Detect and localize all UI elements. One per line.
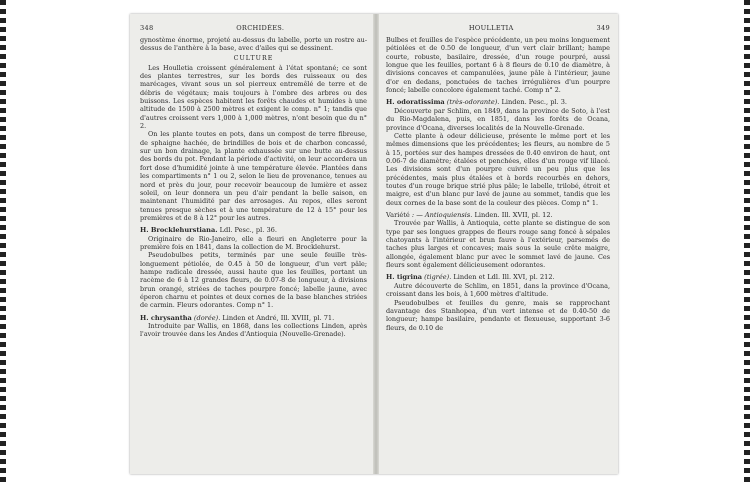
species-epithet: (très-odorante). — [444, 98, 500, 107]
variety-paragraph: Trouvée par Wallis, à Antioquia, cette plante se distingue de son type par ses longues grappes de fleurs rouge sang foncé à sépales chatoyants à l'intérieur et brun fauve à l'extérieur, parsemés de taches plus larges et concaves; mais sous la seule crête maigre, allongée, également blanc pur avec le sommet lavé de jaune. Ces fleurs sont également délicieusement odorantes. — [386, 219, 610, 270]
species-epithet: (tigrée). — [422, 273, 452, 282]
left-intro-text: gynostème énorme, projeté au-dessus du labelle, porte un rostre au-dessus de l'anthère à la base, avec d'ailes qui se dessinent. — [140, 36, 367, 53]
species-paragraph: Découverte par Schlim, en 1849, dans la province de Soto, à l'est du Rio-Magdalena, puis, en 1851, dans les forêts de Ocana, province d'Ocana, diverses localités de la Nouvelle-Grenade. — [386, 106, 610, 132]
species-paragraph: Autre découverte de Schlim, en 1851, dans la province d'Ocana, croissant dans les bois, à 1,600 mètres d'altitude. — [386, 281, 610, 299]
left-page — [130, 14, 375, 474]
species-entry-brocklehurstiana — [140, 226, 367, 310]
open-book — [130, 14, 618, 474]
species-authority: Linden et Ldl. Ill. XVI, pl. 212. — [451, 273, 555, 282]
left-running-head — [140, 24, 367, 32]
species-paragraph: Introduite par Wallis, en 1868, dans les collections Linden, après l'avoir trouvée dans les Andes d'Antioquia (Nouvelle-Grenade). — [140, 322, 367, 339]
left-running-title: ORCHIDÉES. — [236, 24, 285, 32]
species-paragraph: Originaire de Rio-Janeiro, elle a fleuri en Angleterre pour la première fois en 1841, dans la collection de M. Brocklehurst. — [140, 234, 367, 251]
variety-label: Variété — [386, 210, 410, 219]
right-running-head — [386, 24, 610, 32]
right-continuation-text: Bulbes et feuilles de l'espèce précédente, un peu moins longuement pétiolées et de 0.50 de longueur, d'un vert clair brillant; hampe courte, robuste, basilaire, dressée, d'un rouge pourpré, aussi longue que les feuilles, portant 6 à 8 fleurs de 0.10 de diamètre, à divisions concaves et campanulées, jaune pâle à l'intérieur, jaune d'or en dedans, ponctuées de taches irrégulières d'un pourpre foncé; labelle concolore également taché. Comp n° 2. — [386, 36, 610, 95]
species-name: H. Brocklehurstiana. — [140, 226, 218, 235]
variety-entry-antioquiensis — [386, 211, 610, 269]
variety-name: : — Antioquiensis. — [409, 210, 473, 219]
species-name: H. chrysantha — [140, 313, 192, 322]
right-page — [377, 14, 618, 474]
culture-paragraph: Les Houlletia croissent généralement à l'état spontané; ce sont des plantes terrestres, sur les bords des ruisseaux ou des marécages, vivant sous un sol pierreux entremêlé de terre et de débris de végétaux; mais toujours à l'ombre des arbres ou des buissons. Les espèces habitent les forêts chaudes et humides à une altitude de 1500 à 2500 mètres et exigent le comp. n° 1; tandis que d'autres croissent vers 1,000 à 1,000 mètres, n'ont besoin que du n° 2. — [140, 63, 367, 131]
species-entry-odoratissima — [386, 98, 610, 207]
species-authority: Linden. Pesc., pl. 3. — [499, 98, 568, 107]
scan-edge-right — [744, 0, 750, 482]
species-paragraph: Pseudobulbes et feuilles du genre, mais se rapprochant davantage des Stanhopea, d'un vert intense et de 0.40-50 de longueur; hampe basilaire, pendante et flexueuse, supportant 3-6 fleurs, de 0.10 de — [386, 298, 610, 332]
species-entry-chrysantha — [140, 314, 367, 339]
culture-heading: CULTURE — [233, 54, 274, 62]
species-heading — [386, 98, 610, 106]
right-running-title: HOULLETIA — [468, 24, 514, 32]
species-heading — [140, 314, 367, 322]
species-heading — [386, 273, 610, 281]
species-paragraph: Cette plante à odeur délicieuse, présente le même port et les mêmes dimensions que les précédentes; les fleurs, au nombre de 5 à 15, portées sur des hampes dressées de 0.40 environ de haut, ont 0.06-7 de diamètre; étalées et penchées, elles d'un rouge vif lilacé. Les divisions sont d'un pourpre cuivré un peu plus que les précédentes, mais plus étalées et à bords recourbés en dehors, toutes d'un rouge brique strié plus pâle; le labelle, trilobé, étroit et maigre, est d'un blanc pur lavé de jaune au sommet, tandis que les deux cornes de la base sont de la couleur des pièces. Comp n° 1. — [386, 131, 610, 207]
species-paragraph: Pseudobulbes petits, terminés par une seule feuille très-longuement pétiolée, de 0.45 à 50 de longueur, d'un vert pâle; hampe radicale dressée, aussi haute que les feuilles, portant un racème de 6 à 12 grandes fleurs, de 0.07-8 de longueur, à divisions brun orangé, striées de taches pourpre foncé; labelle jaune, avec éperon charnu et pointes et deux cornes de la base blanches striées de carmin. Fleurs odorantes. Comp n° 1. — [140, 251, 367, 310]
species-name: H. tigrina — [386, 273, 423, 282]
variety-authority: Linden. Ill. XVII, pl. 12. — [472, 210, 553, 219]
right-page-number: 349 — [596, 24, 610, 32]
left-page-number: 348 — [140, 24, 154, 32]
culture-paragraph: On les plante toutes en pots, dans un compost de terre fibreuse, de sphaigne hachée, de brindilles de bois et de charbon concassé, sur un bon drainage, la plante exhaussée sur une butte au-dessus des bords du pot. Pendant la période d'activité, on leur accordera un fort dose d'humidité jointe à une température élevée. Plantées dans les compartiments n° 1 ou 2, selon le lieu de provenance, tenues au nord et près du jour, pour recevoir beaucoup de lumière et assez soleil, on leur donnera un peu d'air pendant la belle saison, en maintenant l'humidité par des arrosages. Au repos, elles seront tenues presque sèches et à une température de 12 à 15° pour les premières et de 8 à 12° pour les autres. — [140, 130, 367, 222]
scan-edge-left — [0, 0, 6, 482]
species-name: H. odoratissima — [386, 98, 445, 107]
species-authority: Ldl. Pesc., pl. 36. — [217, 226, 277, 235]
species-entry-tigrina — [386, 273, 610, 331]
species-authority: Linden et André, Ill. XVIII, pl. 71. — [220, 313, 335, 322]
species-heading — [140, 226, 367, 234]
species-epithet: (dorée). — [191, 313, 221, 322]
